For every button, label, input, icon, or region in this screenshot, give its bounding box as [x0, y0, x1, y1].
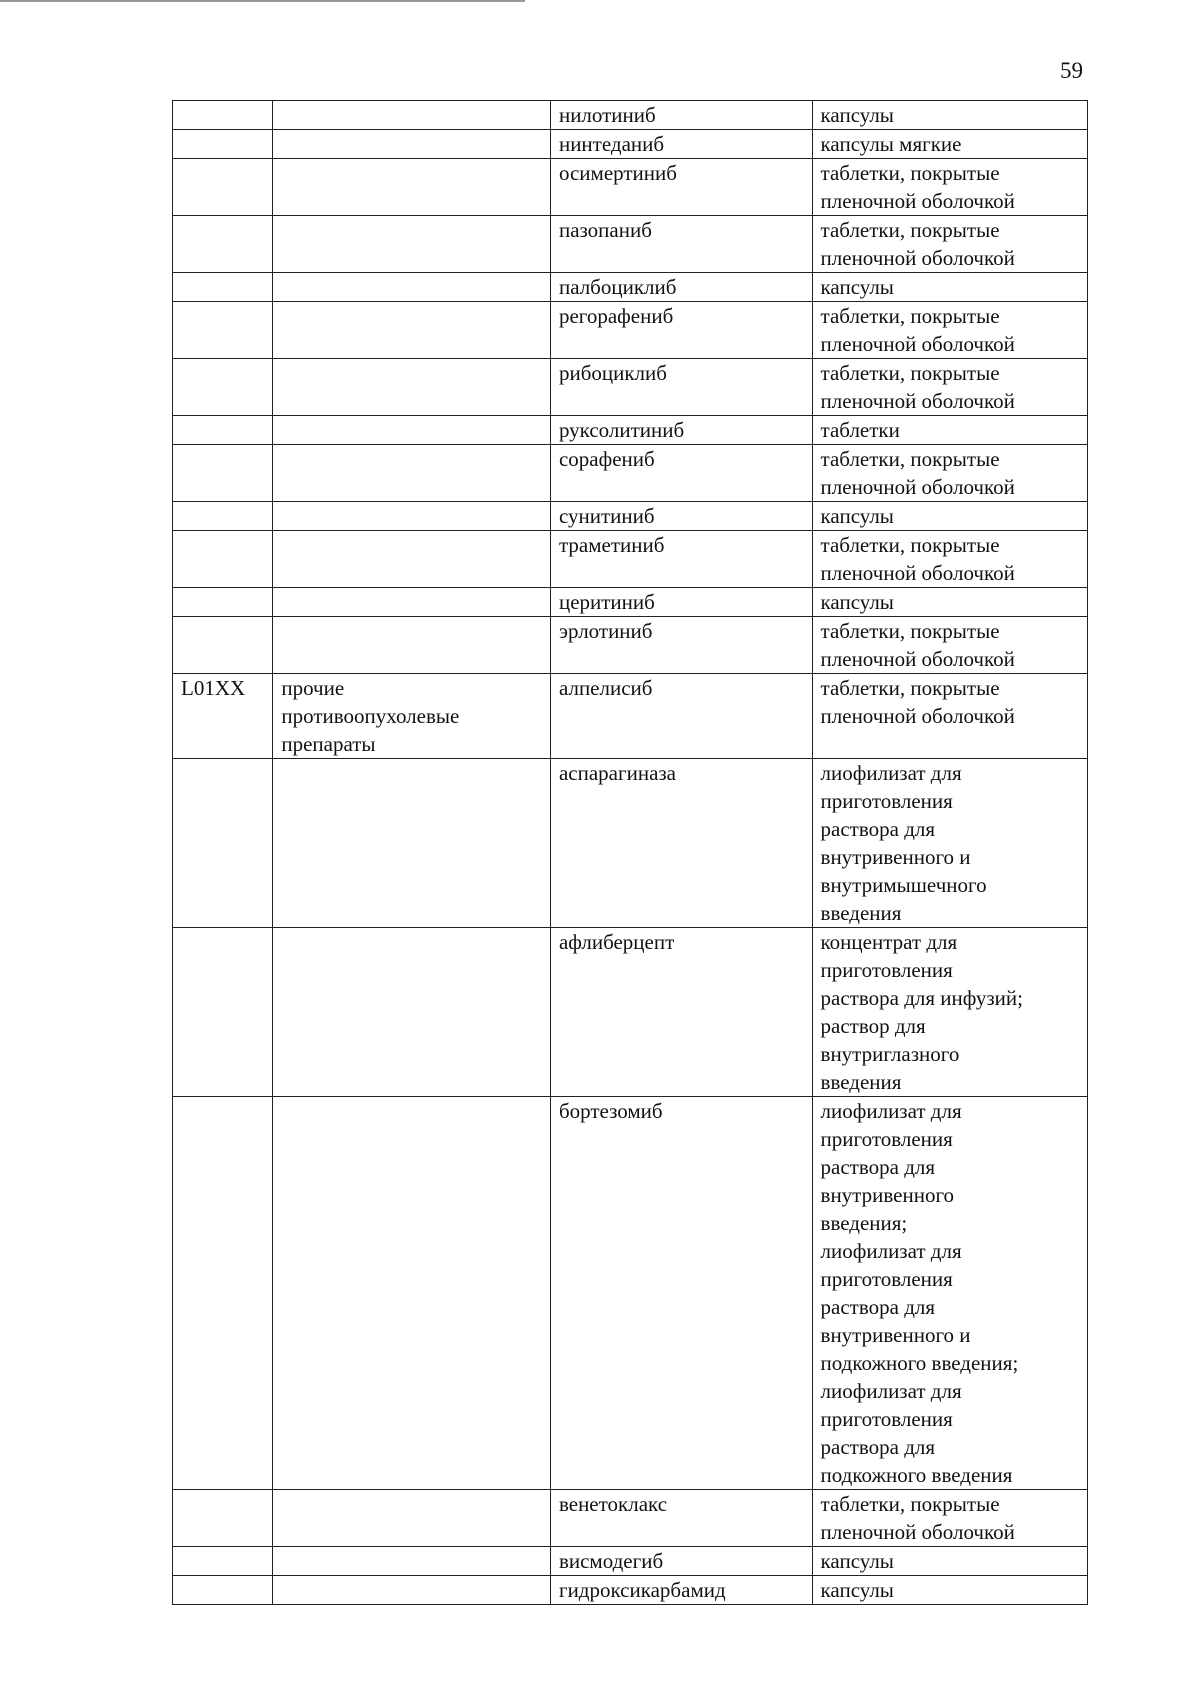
- table-row: [173, 216, 1088, 273]
- dosage-form-cell: [812, 502, 1087, 531]
- drug-name-cell: [550, 101, 812, 130]
- drug-name-text: регорафениб: [558, 304, 674, 328]
- dosage-form-text: концентрат для приготовления раствора для инфузий; раствор для внутриглазного введения: [820, 930, 1023, 1094]
- dosage-form-cell: [812, 674, 1087, 759]
- drug-name-text: церитиниб: [558, 590, 655, 614]
- dosage-form-text: лиофилизат для приготовления раствора для внутривенного и внутримышечного введения: [820, 761, 987, 925]
- drug-name-cell: [550, 617, 812, 674]
- dosage-form-text: таблетки, покрытые пленочной оболочкой: [820, 304, 1015, 356]
- drug-name-text: нинтеданиб: [558, 132, 665, 156]
- dosage-form-cell: [812, 101, 1087, 130]
- dosage-form-text: капсулы: [820, 275, 894, 299]
- drug-name-text: пазопаниб: [558, 218, 652, 242]
- atc-code-cell: [173, 302, 273, 359]
- atc-code-cell: [173, 159, 273, 216]
- dosage-form-cell: [812, 359, 1087, 416]
- drug-name-text: аспарагиназа: [558, 761, 677, 785]
- drug-name-text: траметиниб: [558, 533, 665, 557]
- drug-name-text: висмодегиб: [558, 1549, 664, 1573]
- drug-name-cell: [550, 130, 812, 159]
- atc-code-cell: [173, 130, 273, 159]
- dosage-form-cell: [812, 1490, 1087, 1547]
- drug-table-body: [173, 101, 1088, 1605]
- drug-name-cell: [550, 359, 812, 416]
- group-name-cell: [273, 1490, 551, 1547]
- group-name-cell: [273, 1547, 551, 1576]
- dosage-form-cell: [812, 1097, 1087, 1490]
- drug-name-cell: [550, 445, 812, 502]
- table-row: [173, 273, 1088, 302]
- drug-name-cell: [550, 531, 812, 588]
- dosage-form-text: лиофилизат для приготовления раствора для внутривенного введения; лиофилизат для приготовления раствора для внутривенного и подкожного введения; лиофилизат для приготовления раствора для подкожного введения: [820, 1099, 1019, 1487]
- atc-code-cell: [173, 588, 273, 617]
- atc-code-cell: [173, 1097, 273, 1490]
- group-name-cell: [273, 502, 551, 531]
- drug-name-text: бортезомиб: [558, 1099, 663, 1123]
- dosage-form-text: капсулы: [820, 1578, 894, 1602]
- group-name-cell: [273, 1097, 551, 1490]
- table-row: [173, 674, 1088, 759]
- drug-name-cell: [550, 216, 812, 273]
- dosage-form-cell: [812, 588, 1087, 617]
- atc-code-cell: [173, 101, 273, 130]
- drug-name-cell: [550, 674, 812, 759]
- dosage-form-text: таблетки, покрытые пленочной оболочкой: [820, 161, 1015, 213]
- group-name-text: прочие противоопухолевые препараты: [281, 676, 460, 756]
- drug-name-cell: [550, 1576, 812, 1605]
- dosage-form-cell: [812, 1576, 1087, 1605]
- drug-name-text: гидроксикарбамид: [558, 1578, 726, 1602]
- table-row: [173, 1576, 1088, 1605]
- dosage-form-text: таблетки, покрытые пленочной оболочкой: [820, 1492, 1015, 1544]
- scan-edge-line: [0, 0, 525, 2]
- atc-code-cell: [173, 1576, 273, 1605]
- dosage-form-text: таблетки, покрытые пленочной оболочкой: [820, 361, 1015, 413]
- group-name-cell: [273, 674, 551, 759]
- group-name-cell: [273, 416, 551, 445]
- dosage-form-cell: [812, 531, 1087, 588]
- table-row: [173, 130, 1088, 159]
- group-name-cell: [273, 359, 551, 416]
- atc-code-cell: [173, 216, 273, 273]
- drug-name-cell: [550, 159, 812, 216]
- dosage-form-text: таблетки, покрытые пленочной оболочкой: [820, 676, 1015, 728]
- atc-code-text: L01XX: [181, 676, 246, 700]
- dosage-form-cell: [812, 759, 1087, 928]
- dosage-form-text: таблетки: [820, 418, 900, 442]
- table-row: [173, 928, 1088, 1097]
- dosage-form-cell: [812, 159, 1087, 216]
- group-name-cell: [273, 445, 551, 502]
- table-row: [173, 445, 1088, 502]
- drug-name-text: венетоклакс: [558, 1492, 668, 1516]
- group-name-cell: [273, 928, 551, 1097]
- drug-name-text: осимертиниб: [558, 161, 677, 185]
- drug-name-text: афлиберцепт: [558, 930, 675, 954]
- drug-name-cell: [550, 1547, 812, 1576]
- atc-code-cell: [173, 359, 273, 416]
- drug-table: [172, 100, 1088, 1605]
- drug-name-text: рибоциклиб: [558, 361, 667, 385]
- drug-name-cell: [550, 928, 812, 1097]
- dosage-form-text: капсулы: [820, 590, 894, 614]
- drug-name-text: палбоциклиб: [558, 275, 677, 299]
- dosage-form-cell: [812, 273, 1087, 302]
- atc-code-cell: [173, 273, 273, 302]
- dosage-form-cell: [812, 928, 1087, 1097]
- dosage-form-text: таблетки, покрытые пленочной оболочкой: [820, 218, 1015, 270]
- atc-code-cell: [173, 445, 273, 502]
- dosage-form-text: капсулы мягкие: [820, 132, 962, 156]
- table-row: [173, 759, 1088, 928]
- table-row: [173, 1547, 1088, 1576]
- table-row: [173, 531, 1088, 588]
- table-row: [173, 416, 1088, 445]
- table-row: [173, 159, 1088, 216]
- dosage-form-text: капсулы: [820, 504, 894, 528]
- group-name-cell: [273, 101, 551, 130]
- atc-code-cell: [173, 502, 273, 531]
- group-name-cell: [273, 273, 551, 302]
- atc-code-cell: [173, 531, 273, 588]
- table-row: [173, 617, 1088, 674]
- group-name-cell: [273, 588, 551, 617]
- table-row: [173, 502, 1088, 531]
- group-name-cell: [273, 159, 551, 216]
- group-name-cell: [273, 216, 551, 273]
- table-row: [173, 101, 1088, 130]
- atc-code-cell: [173, 1547, 273, 1576]
- dosage-form-cell: [812, 130, 1087, 159]
- drug-name-text: сорафениб: [558, 447, 655, 471]
- dosage-form-text: таблетки, покрытые пленочной оболочкой: [820, 619, 1015, 671]
- drug-name-text: нилотиниб: [558, 103, 656, 127]
- atc-code-cell: [173, 928, 273, 1097]
- atc-code-cell: [173, 1490, 273, 1547]
- group-name-cell: [273, 302, 551, 359]
- drug-name-text: руксолитиниб: [558, 418, 685, 442]
- drug-name-text: эрлотиниб: [558, 619, 653, 643]
- group-name-cell: [273, 130, 551, 159]
- group-name-cell: [273, 1576, 551, 1605]
- page-number: 59: [1060, 58, 1083, 83]
- group-name-cell: [273, 531, 551, 588]
- dosage-form-text: таблетки, покрытые пленочной оболочкой: [820, 533, 1015, 585]
- dosage-form-text: таблетки, покрытые пленочной оболочкой: [820, 447, 1015, 499]
- dosage-form-text: капсулы: [820, 103, 894, 127]
- table-row: [173, 302, 1088, 359]
- dosage-form-cell: [812, 617, 1087, 674]
- atc-code-cell: [173, 759, 273, 928]
- table-row: [173, 588, 1088, 617]
- table-row: [173, 1097, 1088, 1490]
- group-name-cell: [273, 759, 551, 928]
- dosage-form-cell: [812, 445, 1087, 502]
- drug-name-cell: [550, 1097, 812, 1490]
- dosage-form-cell: [812, 216, 1087, 273]
- drug-name-cell: [550, 302, 812, 359]
- group-name-cell: [273, 617, 551, 674]
- table-row: [173, 359, 1088, 416]
- drug-name-cell: [550, 1490, 812, 1547]
- dosage-form-text: капсулы: [820, 1549, 894, 1573]
- drug-name-cell: [550, 416, 812, 445]
- atc-code-cell: [173, 674, 273, 759]
- dosage-form-cell: [812, 302, 1087, 359]
- dosage-form-cell: [812, 416, 1087, 445]
- atc-code-cell: [173, 416, 273, 445]
- drug-name-cell: [550, 588, 812, 617]
- drug-name-cell: [550, 759, 812, 928]
- drug-name-cell: [550, 273, 812, 302]
- drug-name-text: сунитиниб: [558, 504, 655, 528]
- dosage-form-cell: [812, 1547, 1087, 1576]
- drug-name-cell: [550, 502, 812, 531]
- table-row: [173, 1490, 1088, 1547]
- atc-code-cell: [173, 617, 273, 674]
- drug-name-text: алпелисиб: [558, 676, 653, 700]
